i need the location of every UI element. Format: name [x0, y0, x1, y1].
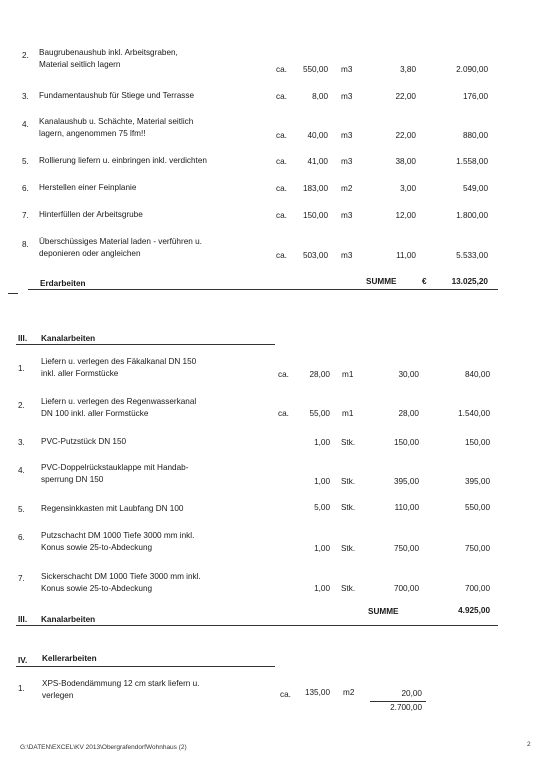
quantity: 1,00 [314, 438, 330, 447]
item-number: 8. [22, 240, 29, 249]
item-number: 7. [18, 574, 25, 583]
quantity: 183,00 [302, 184, 328, 193]
summary-underline [16, 625, 498, 626]
item-description [41, 462, 188, 486]
item-description [41, 530, 194, 554]
item-number: 1. [18, 684, 25, 693]
line-total: 700,00 [464, 584, 490, 593]
line-total: 840,00 [464, 370, 490, 379]
description-line: Sickerschacht DM 1000 Tiefe 3000 mm inkl. [41, 572, 201, 581]
description-line: Baugrubenaushub inkl. Arbeitsgraben, [39, 48, 178, 57]
item-number: 3. [18, 438, 25, 447]
item-description [41, 436, 126, 448]
quantity: 150,00 [302, 211, 328, 220]
description-line: verlegen [42, 691, 74, 700]
item-number: 6. [18, 533, 25, 542]
quantity: 1,00 [314, 544, 330, 553]
item-description [41, 571, 201, 595]
unit: m2 [343, 688, 355, 697]
item-description [41, 396, 196, 420]
unit: m2 [341, 184, 353, 193]
quantity: 5,00 [314, 503, 330, 512]
description-line: PVC-Doppelrückstauklappe mit Handab- [41, 463, 189, 472]
description-line: Hinterfüllen der Arbeitsgrube [39, 210, 143, 219]
description-line: Konus sowie 25-to-Abdeckung [41, 543, 153, 552]
unit-price: 30,00 [398, 370, 419, 379]
description-line: Konus sowie 25-to-Abdeckung [41, 584, 153, 593]
description-line: Regensinkkasten mit Laubfang DN 100 [41, 504, 184, 513]
ca-label: ca. [276, 65, 287, 74]
section-number: III. [18, 334, 28, 343]
summe-label: SUMME [368, 607, 399, 616]
unit: m3 [341, 92, 353, 101]
quantity: 8,00 [312, 92, 328, 101]
ca-label: ca. [276, 211, 287, 220]
item-number: 2. [18, 401, 25, 410]
file-path-footer: G:\DATEN\EXCEL\KV 2013\ObergrafendorfWohnhaus (2) [20, 744, 187, 751]
summary-underline [28, 289, 498, 290]
heading-underline [16, 666, 275, 667]
description-line: Kanalaushub u. Schächte, Material seitlich [39, 117, 194, 126]
unit-price: 20,00 [401, 689, 422, 698]
ca-label: ca. [276, 251, 287, 260]
unit-price: 11,00 [396, 251, 416, 260]
description-line: Herstellen einer Feinplanie [39, 183, 137, 192]
ca-label: ca. [280, 690, 291, 699]
item-description [39, 209, 143, 221]
line-total: 1.800,00 [456, 211, 488, 220]
item-description [39, 182, 136, 194]
quantity: 55,00 [309, 409, 330, 418]
quantity: 41,00 [307, 157, 328, 166]
line-total: 550,00 [464, 503, 490, 512]
description-line: sperrung DN 150 [41, 475, 104, 484]
description-line: Rollierung liefern u. einbringen inkl. verdichten [39, 156, 207, 165]
item-number: 7. [22, 211, 29, 220]
unit: Stk. [341, 544, 356, 553]
section-summary-label: Kanalarbeiten [41, 615, 96, 624]
line-total: 395,00 [464, 477, 490, 486]
description-line: PVC-Putzstück DN 150 [41, 437, 127, 446]
ca-label: ca. [278, 370, 289, 379]
unit: m3 [341, 157, 353, 166]
item-number: 4. [18, 466, 25, 475]
line-total: 549,00 [462, 184, 488, 193]
ca-label: ca. [276, 131, 287, 140]
unit-price: 28,00 [398, 409, 419, 418]
line-total: 2.700,00 [390, 703, 422, 712]
line-total: 750,00 [464, 544, 490, 553]
divider [8, 293, 18, 294]
line-total: 176,00 [462, 92, 488, 101]
ca-label: ca. [276, 184, 287, 193]
line-total: 2.090,00 [456, 65, 488, 74]
item-number: 1. [18, 364, 25, 373]
unit-price: 700,00 [393, 584, 419, 593]
item-description [39, 155, 207, 167]
description-line: deponieren oder angleichen [39, 249, 141, 258]
line-total: 1.558,00 [456, 157, 488, 166]
item-description [41, 503, 183, 515]
section-number: IV. [18, 656, 28, 665]
ca-label: ca. [276, 92, 287, 101]
unit-price: 38,00 [395, 157, 416, 166]
unit-price: 12,00 [395, 211, 416, 220]
description-line: inkl. aller Formstücke [41, 369, 119, 378]
unit: m3 [341, 65, 353, 74]
unit-price: 150,00 [393, 438, 419, 447]
unit: m3 [341, 211, 353, 220]
quantity: 28,00 [309, 370, 330, 379]
section-heading: Kanalarbeiten [41, 334, 96, 343]
section-total: 13.025,20 [451, 277, 488, 286]
unit: Stk. [341, 438, 356, 447]
item-number: 6. [22, 184, 29, 193]
item-number: 2. [22, 51, 29, 60]
item-description [39, 116, 193, 140]
description-line: Liefern u. verlegen des Regenwasserkanal [41, 397, 197, 406]
page-number: 2 [527, 741, 531, 748]
item-description [42, 678, 199, 702]
description-line: XPS-Bodendämmung 12 cm stark liefern u. [42, 679, 200, 688]
section-total: 4.925,00 [458, 606, 490, 615]
description-line: lagern, angenommen 75 lfm!! [39, 129, 146, 138]
item-description [39, 90, 194, 102]
line-total: 150,00 [464, 438, 490, 447]
description-line: Liefern u. verlegen des Fäkalkanal DN 150 [41, 357, 197, 366]
ca-label: ca. [278, 409, 289, 418]
unit: Stk. [341, 584, 356, 593]
item-number: 3. [22, 92, 29, 101]
item-description [41, 356, 196, 380]
section-heading: Kellerarbeiten [42, 654, 97, 663]
unit-price: 22,00 [395, 131, 416, 140]
unit-price: 3,00 [400, 184, 416, 193]
description-line: Putzschacht DM 1000 Tiefe 3000 mm inkl. [41, 531, 195, 540]
description-line: DN 100 inkl. aller Formstücke [41, 409, 149, 418]
quantity: 135,00 [304, 688, 330, 697]
price-underline [370, 701, 426, 702]
currency-symbol: € [422, 277, 427, 286]
item-description [39, 236, 202, 260]
unit-price: 110,00 [394, 503, 419, 512]
quantity: 550,00 [302, 65, 328, 74]
line-total: 5.533,00 [456, 251, 488, 260]
item-description [39, 47, 178, 71]
unit: Stk. [341, 477, 356, 486]
unit-price: 750,00 [393, 544, 419, 553]
unit: m3 [341, 131, 353, 140]
unit-price: 3,80 [400, 65, 416, 74]
line-total: 880,00 [462, 131, 488, 140]
unit: m1 [342, 409, 354, 418]
section-number: III. [18, 615, 28, 624]
description-line: Material seitlich lagern [39, 60, 121, 69]
line-total: 1.540,00 [458, 409, 490, 418]
unit: m3 [341, 251, 353, 260]
unit-price: 395,00 [393, 477, 419, 486]
item-number: 5. [22, 157, 29, 166]
item-number: 4. [22, 120, 29, 129]
ca-label: ca. [276, 157, 287, 166]
section-summary-label: Erdarbeiten [40, 279, 86, 288]
heading-underline [16, 344, 275, 345]
description-line: Fundamentaushub für Stiege und Terrasse [39, 91, 195, 100]
quantity: 1,00 [314, 477, 330, 486]
quantity: 40,00 [307, 131, 328, 140]
unit: Stk. [341, 503, 356, 512]
description-line: Überschüssiges Material laden - verführen u. [39, 237, 202, 246]
unit: m1 [342, 370, 354, 379]
quantity: 1,00 [314, 584, 330, 593]
unit-price: 22,00 [395, 92, 416, 101]
quantity: 503,00 [302, 251, 328, 260]
item-number: 5. [18, 505, 25, 514]
summe-label: SUMME [366, 277, 397, 286]
